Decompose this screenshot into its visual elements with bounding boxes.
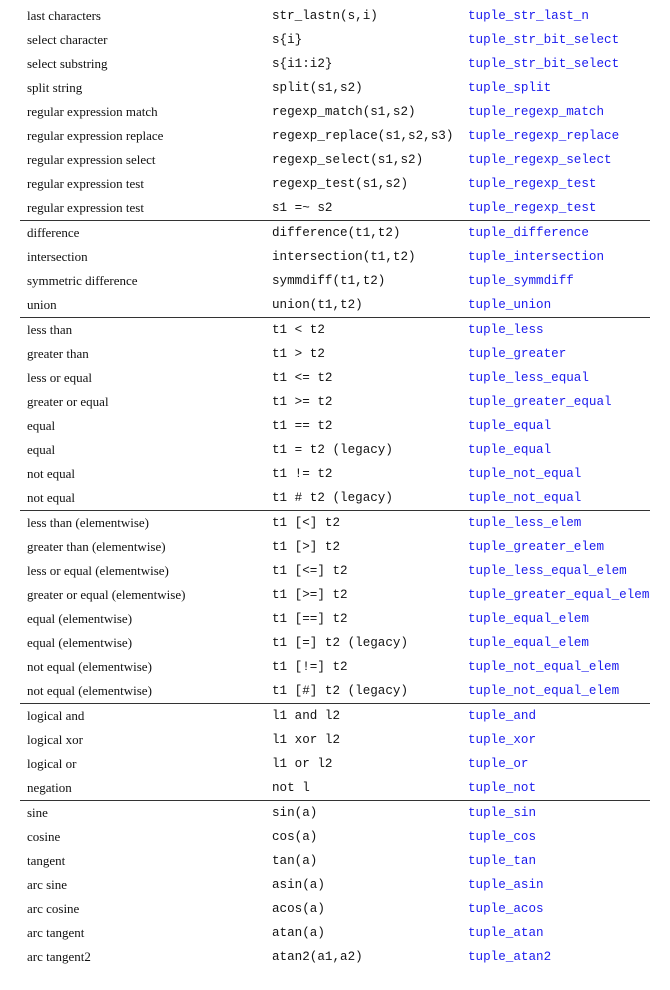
operation-description: equal bbox=[27, 442, 56, 457]
operation-description: arc sine bbox=[27, 877, 68, 892]
operation-description: greater than bbox=[27, 346, 89, 361]
table-row bbox=[20, 366, 650, 390]
operator-link[interactable]: tuple_equal_elem bbox=[468, 636, 589, 650]
operation-expression: union(t1,t2) bbox=[272, 298, 363, 312]
operator-link[interactable]: tuple_intersection bbox=[468, 250, 605, 264]
operation-expression: t1 [#] t2 (legacy) bbox=[272, 684, 409, 698]
operation-description: equal (elementwise) bbox=[27, 635, 133, 650]
operator-link[interactable]: tuple_str_bit_select bbox=[468, 57, 620, 71]
operation-description: symmetric difference bbox=[27, 273, 138, 288]
operator-link[interactable]: tuple_asin bbox=[468, 878, 544, 892]
operation-expression: intersection(t1,t2) bbox=[272, 250, 416, 264]
operation-description: union bbox=[27, 297, 57, 312]
operator-link[interactable]: tuple_and bbox=[468, 709, 537, 723]
operation-description: logical xor bbox=[27, 732, 83, 747]
operation-description: greater or equal bbox=[27, 394, 109, 409]
table-row bbox=[20, 221, 650, 245]
operator-link[interactable]: tuple_equal bbox=[468, 443, 552, 457]
operation-description: arc tangent2 bbox=[27, 949, 91, 964]
operator-link[interactable]: tuple_atan bbox=[468, 926, 544, 940]
operator-link[interactable]: tuple_symmdiff bbox=[468, 274, 574, 288]
operation-description: equal (elementwise) bbox=[27, 611, 133, 626]
operator-link[interactable]: tuple_regexp_test bbox=[468, 201, 597, 215]
operation-description: not equal (elementwise) bbox=[27, 683, 152, 698]
operation-expression: t1 [<] t2 bbox=[272, 516, 341, 530]
operation-description: regular expression test bbox=[27, 200, 144, 215]
table-group-elementwise-comparison bbox=[20, 511, 650, 704]
operation-expression: regexp_match(s1,s2) bbox=[272, 105, 416, 119]
operation-description: regular expression select bbox=[27, 152, 156, 167]
table-row bbox=[20, 4, 650, 28]
table-row bbox=[20, 849, 650, 873]
operation-expression: t1 <= t2 bbox=[272, 371, 333, 385]
table-group-logical bbox=[20, 704, 650, 801]
table-row bbox=[20, 269, 650, 293]
operator-link[interactable]: tuple_equal_elem bbox=[468, 612, 589, 626]
table-row bbox=[20, 124, 650, 148]
operator-link[interactable]: tuple_less bbox=[468, 323, 544, 337]
operation-expression: not l bbox=[272, 781, 310, 795]
operation-expression: tan(a) bbox=[272, 854, 318, 868]
operator-link[interactable]: tuple_regexp_replace bbox=[468, 129, 620, 143]
operation-expression: sin(a) bbox=[272, 806, 318, 820]
operator-link[interactable]: tuple_str_bit_select bbox=[468, 33, 620, 47]
table-row bbox=[20, 148, 650, 172]
table-row bbox=[20, 438, 650, 462]
table-row bbox=[20, 342, 650, 366]
operator-link[interactable]: tuple_xor bbox=[468, 733, 537, 747]
table-row bbox=[20, 921, 650, 945]
operator-link[interactable]: tuple_not_equal bbox=[468, 491, 582, 505]
operation-description: less or equal bbox=[27, 370, 92, 385]
operation-description: sine bbox=[27, 805, 48, 820]
operator-link[interactable]: tuple_greater bbox=[468, 347, 567, 361]
operation-expression: l1 xor l2 bbox=[272, 733, 341, 747]
table-group-string bbox=[20, 4, 650, 221]
operator-link[interactable]: tuple_difference bbox=[468, 226, 589, 240]
operator-link[interactable]: tuple_not_equal_elem bbox=[468, 684, 620, 698]
table-row bbox=[20, 825, 650, 849]
operator-link[interactable]: tuple_regexp_test bbox=[468, 177, 597, 191]
table-row bbox=[20, 462, 650, 486]
operator-link[interactable]: tuple_greater_equal_elem bbox=[468, 588, 650, 602]
operator-link[interactable]: tuple_or bbox=[468, 757, 529, 771]
table-row bbox=[20, 172, 650, 196]
operation-expression: s{i1:i2} bbox=[272, 57, 333, 71]
operation-expression: t1 [=] t2 (legacy) bbox=[272, 636, 409, 650]
operation-expression: t1 [!=] t2 bbox=[272, 660, 348, 674]
table-row bbox=[20, 776, 650, 800]
table-row bbox=[20, 390, 650, 414]
operation-expression: t1 # t2 (legacy) bbox=[272, 491, 393, 505]
operation-description: cosine bbox=[27, 829, 61, 844]
operation-expression: t1 = t2 (legacy) bbox=[272, 443, 393, 457]
operation-description: negation bbox=[27, 780, 72, 795]
table-row bbox=[20, 704, 650, 728]
operation-description: split string bbox=[27, 80, 83, 95]
operator-link[interactable]: tuple_equal bbox=[468, 419, 552, 433]
operation-description: select substring bbox=[27, 56, 108, 71]
table-row bbox=[20, 655, 650, 679]
table-row bbox=[20, 196, 650, 220]
table-row bbox=[20, 76, 650, 100]
table-row bbox=[20, 607, 650, 631]
table-row bbox=[20, 486, 650, 510]
operation-description: select character bbox=[27, 32, 108, 47]
operation-description: last characters bbox=[27, 8, 101, 23]
operation-description: not equal bbox=[27, 466, 76, 481]
table-row bbox=[20, 52, 650, 76]
table-row bbox=[20, 245, 650, 269]
table-row bbox=[20, 873, 650, 897]
table-row bbox=[20, 945, 650, 969]
operation-expression: t1 != t2 bbox=[272, 467, 333, 481]
table-row bbox=[20, 318, 650, 342]
operation-description: less than (elementwise) bbox=[27, 515, 150, 530]
operation-expression: s{i} bbox=[272, 33, 303, 47]
operation-expression: symmdiff(t1,t2) bbox=[272, 274, 386, 288]
operator-link[interactable]: tuple_not_equal_elem bbox=[468, 660, 620, 674]
operation-expression: s1 =~ s2 bbox=[272, 201, 333, 215]
operation-expression: t1 [==] t2 bbox=[272, 612, 348, 626]
operation-expression: t1 == t2 bbox=[272, 419, 333, 433]
operation-expression: atan2(a1,a2) bbox=[272, 950, 363, 964]
operation-description: regular expression match bbox=[27, 104, 158, 119]
operation-description: less or equal (elementwise) bbox=[27, 563, 169, 578]
operator-link[interactable]: tuple_union bbox=[468, 298, 552, 312]
operation-expression: t1 > t2 bbox=[272, 347, 325, 361]
operator-link[interactable]: tuple_not bbox=[468, 781, 537, 795]
operator-link[interactable]: tuple_regexp_select bbox=[468, 153, 612, 167]
table-row bbox=[20, 728, 650, 752]
table-row bbox=[20, 293, 650, 317]
table-row bbox=[20, 511, 650, 535]
operator-link[interactable]: tuple_cos bbox=[468, 830, 537, 844]
operator-link[interactable]: tuple_regexp_match bbox=[468, 105, 605, 119]
operation-expression: t1 < t2 bbox=[272, 323, 325, 337]
operator-link[interactable]: tuple_split bbox=[468, 81, 552, 95]
operation-description: arc cosine bbox=[27, 901, 80, 916]
operator-link[interactable]: tuple_atan2 bbox=[468, 950, 552, 964]
table-row bbox=[20, 414, 650, 438]
operator-link[interactable]: tuple_sin bbox=[468, 806, 537, 820]
operation-expression: t1 [>] t2 bbox=[272, 540, 341, 554]
operation-description: not equal bbox=[27, 490, 76, 505]
operation-description: not equal (elementwise) bbox=[27, 659, 152, 674]
operator-link[interactable]: tuple_less_equal bbox=[468, 371, 589, 385]
operation-expression: l1 and l2 bbox=[272, 709, 341, 723]
table-group-trigonometric bbox=[20, 801, 650, 969]
operator-link[interactable]: tuple_str_last_n bbox=[468, 9, 589, 23]
operation-description: intersection bbox=[27, 249, 88, 264]
table-row bbox=[20, 679, 650, 703]
operator-link[interactable]: tuple_acos bbox=[468, 902, 544, 916]
operation-expression: atan(a) bbox=[272, 926, 325, 940]
operation-expression: regexp_replace(s1,s2,s3) bbox=[272, 129, 454, 143]
table-row bbox=[20, 100, 650, 124]
operation-expression: cos(a) bbox=[272, 830, 318, 844]
operator-table bbox=[20, 4, 650, 969]
operation-description: greater than (elementwise) bbox=[27, 539, 166, 554]
operation-description: tangent bbox=[27, 853, 66, 868]
operation-description: greater or equal (elementwise) bbox=[27, 587, 186, 602]
operator-link[interactable]: tuple_greater_elem bbox=[468, 540, 605, 554]
operation-expression: difference(t1,t2) bbox=[272, 226, 401, 240]
table-row bbox=[20, 583, 650, 607]
operation-expression: split(s1,s2) bbox=[272, 81, 363, 95]
operation-expression: acos(a) bbox=[272, 902, 325, 916]
table-row bbox=[20, 559, 650, 583]
operation-expression: regexp_test(s1,s2) bbox=[272, 177, 409, 191]
operator-link[interactable]: tuple_tan bbox=[468, 854, 537, 868]
operation-description: logical and bbox=[27, 708, 85, 723]
operator-link[interactable]: tuple_greater_equal bbox=[468, 395, 612, 409]
operator-link[interactable]: tuple_not_equal bbox=[468, 467, 582, 481]
operation-description: regular expression test bbox=[27, 176, 144, 191]
operation-description: difference bbox=[27, 225, 80, 240]
operation-expression: t1 [>=] t2 bbox=[272, 588, 348, 602]
table-row bbox=[20, 752, 650, 776]
table-row bbox=[20, 535, 650, 559]
operator-link[interactable]: tuple_less_equal_elem bbox=[468, 564, 627, 578]
operation-description: logical or bbox=[27, 756, 77, 771]
table-row bbox=[20, 897, 650, 921]
operation-description: equal bbox=[27, 418, 56, 433]
operation-expression: t1 [<=] t2 bbox=[272, 564, 348, 578]
operator-link[interactable]: tuple_less_elem bbox=[468, 516, 582, 530]
table-row bbox=[20, 28, 650, 52]
operation-expression: str_lastn(s,i) bbox=[272, 9, 378, 23]
operation-description: arc tangent bbox=[27, 925, 85, 940]
table-group-set bbox=[20, 221, 650, 318]
operation-expression: t1 >= t2 bbox=[272, 395, 333, 409]
operation-expression: regexp_select(s1,s2) bbox=[272, 153, 424, 167]
table-row bbox=[20, 631, 650, 655]
table-row bbox=[20, 801, 650, 825]
operation-description: less than bbox=[27, 322, 73, 337]
operation-expression: asin(a) bbox=[272, 878, 325, 892]
operation-expression: l1 or l2 bbox=[272, 757, 333, 771]
operation-description: regular expression replace bbox=[27, 128, 164, 143]
table-group-comparison bbox=[20, 318, 650, 511]
